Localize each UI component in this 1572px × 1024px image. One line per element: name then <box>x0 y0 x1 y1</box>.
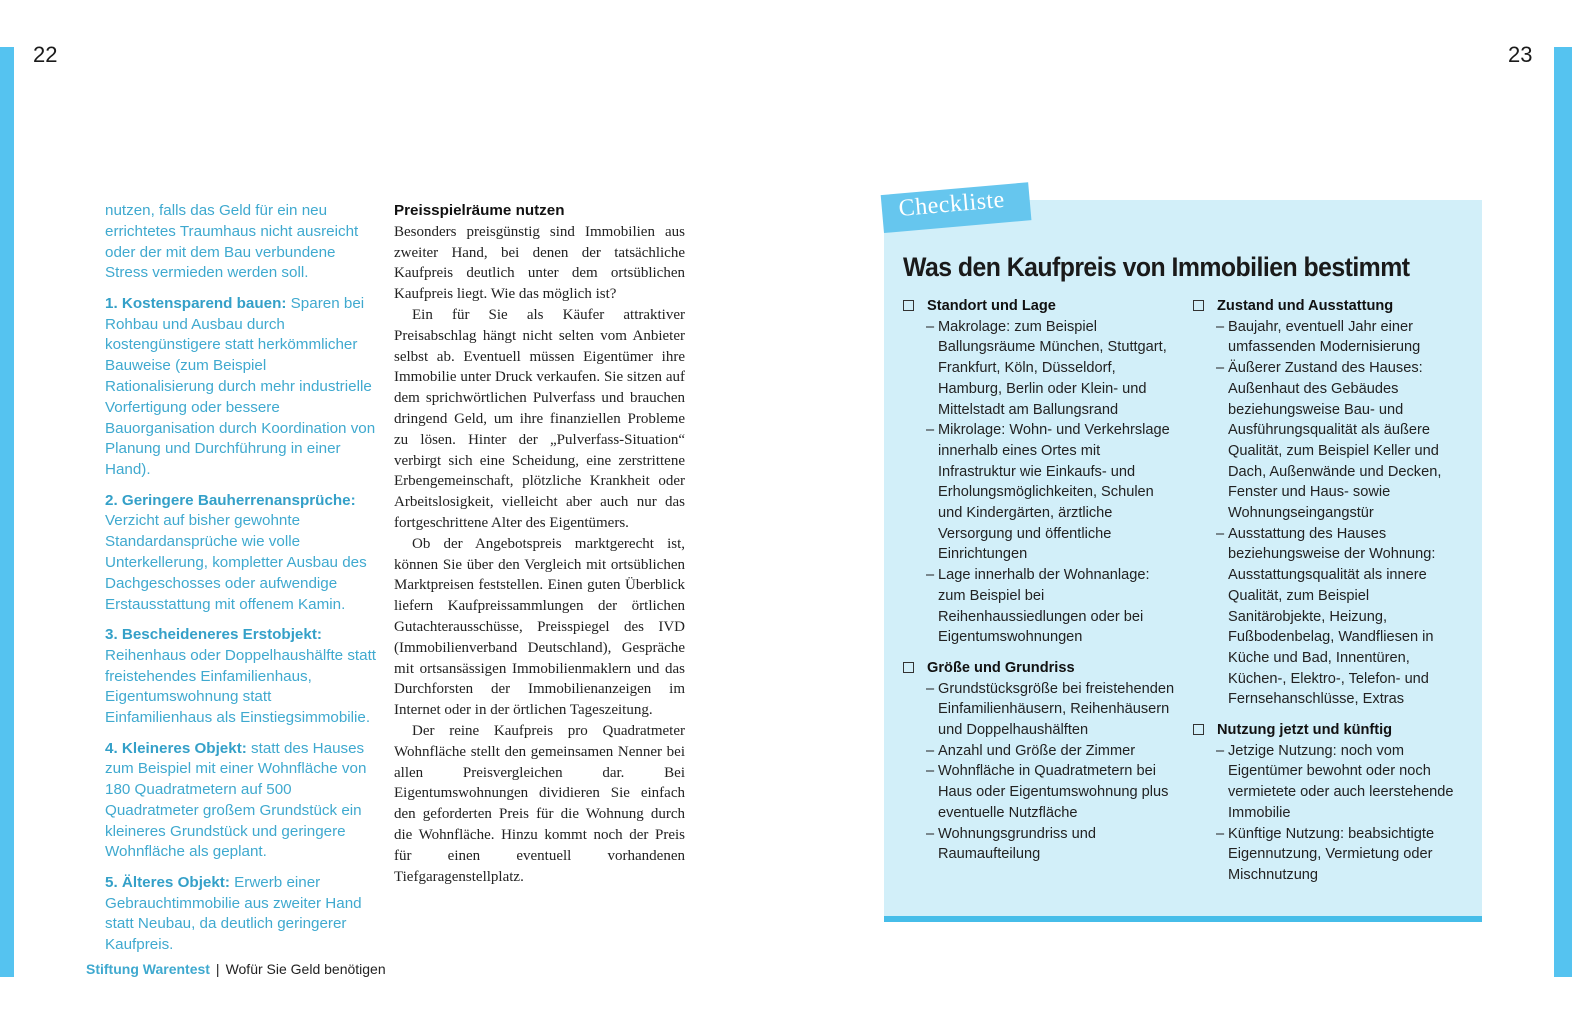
tip-text: Erwerb einer Gebrauchtimmobilie aus zweiter Hand statt Neubau, da deutlich geringerer Kaufpreis. <box>105 873 362 954</box>
dash-bullet: – <box>1216 825 1225 842</box>
body-text-column <box>394 201 685 887</box>
footer-brand: Stiftung Warentest <box>86 961 210 977</box>
dash-bullet: – <box>926 825 935 842</box>
checklist-item: – Makrolage: zum Beispiel Ballungsräume München, Stuttgart, Frankfurt, Köln, Düsseldorf, Hamburg, Berlin oder Klein- und Mittelstadt am Ballungsrand <box>926 318 1167 418</box>
checklist-item: – Lage innerhalb der Wohnanlage: zum Beispiel bei Reihenhaussiedlungen oder bei Eigentumswohnungen <box>926 567 1150 646</box>
tip-text: statt des Hauses zum Beispiel mit einer Wohnfläche von 180 Quadratmetern auf 500 Quadratmeter großem Grundstück ein kleineres Grundstück und geringere Wohnfläche als geplant. <box>105 739 367 861</box>
tip-title: 4. Kleineres Objekt: <box>105 739 247 757</box>
checklist-right-column <box>1193 296 1468 896</box>
checkbox-icon[interactable] <box>903 662 914 673</box>
checklist-section-heading: Größe und Grundriss <box>927 659 1075 676</box>
right-page-edge-bar <box>1554 47 1572 977</box>
checklist-item: – Mikrolage: Wohn- und Verkehrslage innerhalb eines Ortes mit Infrastruktur wie Einkaufs- und Erholungsmöglichkeiten, Schulen und Kindergärten, ärztliche Versorgung und öffentliche Einrichtungen <box>926 422 1170 563</box>
dash-bullet: – <box>926 318 935 335</box>
section-heading: Preisspielräume nutzen <box>394 202 565 219</box>
tips-intro: nutzen, falls das Geld für ein neu errichtetes Traumhaus nicht ausreicht oder der mit dem Bau verbundene Stress vermieden werden soll. <box>105 202 359 282</box>
footer-section-title: Wofür Sie Geld benötigen <box>225 961 386 977</box>
checklist-section-heading: Zustand und Ausstattung <box>1217 298 1394 314</box>
tip-item-2 <box>105 491 377 616</box>
checklist-item: – Wohnungsgrundriss und Raumaufteilung <box>926 825 1096 863</box>
tip-title: 2. Geringere Bauherrenansprüche: <box>105 491 356 509</box>
tip-title: 1. Kostensparend bauen: <box>105 294 287 312</box>
dash-bullet: – <box>926 567 935 584</box>
tip-item-1 <box>105 294 377 481</box>
checklist-section-heading: Nutzung jetzt und künftig <box>1217 722 1393 739</box>
left-tips-column <box>105 201 377 966</box>
dash-bullet: – <box>926 680 935 697</box>
checklist-item: – Baujahr, eventuell Jahr einer umfassenden Modernisierung <box>1216 318 1421 356</box>
checklist-section-zustand <box>1193 296 1468 710</box>
checklist-panel-bottom-rule <box>884 916 1482 922</box>
checklist-title: Was den Kaufpreis von Immobilien bestimmt <box>903 252 1410 282</box>
dash-bullet: – <box>926 742 935 759</box>
tip-item-5 <box>105 873 377 956</box>
checkbox-icon[interactable] <box>1193 724 1204 735</box>
dash-bullet: – <box>1216 360 1225 377</box>
checklist-item: – Anzahl und Größe der Zimmer <box>903 741 1178 762</box>
tip-title: 3. Bescheideneres Erstobjekt: <box>105 625 322 643</box>
checklist-item: – Grundstücksgröße bei freistehenden Einfamilienhäusern, Reihenhäusern und Doppelhaushälften <box>926 680 1175 739</box>
checklist-section-groesse <box>903 658 1178 865</box>
checkbox-icon[interactable] <box>1193 300 1204 311</box>
left-page-edge-bar <box>0 47 14 977</box>
dash-bullet: – <box>1216 318 1225 335</box>
checklist-section-standort <box>903 296 1178 648</box>
body-paragraph: Ob der Angebotspreis marktgerecht ist, können Sie über den Vergleich mit ortsüblichen Marktpreisen feststellen. Einen guten Überblick liefern Kaufpreissammlungen der örtlichen Gutachterausschüsse, Preisspiegel des IVD (Immobilienverband Deutschland), Gespräche mit ortsansässigen Immobilienmaklern und das Durchforsten der Immobilienanzeigen im Internet oder in der örtlichen Tageszeitung. <box>394 535 685 719</box>
checklist-item: – Äußerer Zustand des Hauses: Außenhaut des Gebäudes beziehungsweise Bau- und Ausführungsqualität als äußere Qualität, zum Beispiel Keller und Dach, Außenwände und Decken, Fenster und Haus- sowie Wohnungseingangstür <box>1216 360 1442 522</box>
body-paragraph: Besonders preisgünstig sind Immobilien aus zweiter Hand, bei denen der tatsächliche Kaufpreis deutlich unter dem ortsüblichen Kaufpreis liegt. Wie das möglich ist? <box>394 223 685 303</box>
tip-text: Verzicht auf bisher gewohnte Standardansprüche wie volle Unterkellerung, kompletter Ausbau des Dachgeschosses oder aufwendige Erstausstattung mit offenem Kamin. <box>105 512 367 613</box>
dash-bullet: – <box>1216 525 1225 542</box>
checklist-section-nutzung <box>1193 720 1468 886</box>
checklist-section-heading: Standort und Lage <box>927 298 1056 314</box>
tip-text: Reihenhaus oder Doppelhaushälfte statt freistehendes Einfamilienhaus, Eigentumswohnung statt Einfamilienhaus als Einstiegsimmobilie. <box>105 646 377 727</box>
page-number-right: 23 <box>1508 42 1533 67</box>
page-footer <box>86 961 386 977</box>
body-paragraph: Ein für Sie als Käufer attraktiver Preisabschlag hängt nicht selten vom Anbieter selbst ab. Eventuell müssen Eigentümer ihre Immobilie unter Druck verkaufen. Sie sitzen auf dem sprichwörtlichen Pulverfass und brauchen dringend Geld, um ihre finanziellen Probleme zu lösen. Hinter der „Pulverfass-Situation“ verbirgt sich eine Scheidung, eine zerstrittene Erbengemeinschaft, plötzliche Krankheit oder Arbeitslosigkeit, vielleicht aber auch nur das fortgeschrittene Alter des Eigentümers. <box>394 306 685 531</box>
tip-item-4 <box>105 739 377 864</box>
page-number-left: 22 <box>33 42 58 67</box>
checklist-item: – Wohnfläche in Quadratmetern bei Haus oder Eigentumswohnung plus eventuelle Nutzfläche <box>926 763 1169 821</box>
footer-separator: | <box>215 961 220 977</box>
checkbox-icon[interactable] <box>903 300 914 311</box>
checklist-item: – Künftige Nutzung: beabsichtigte Eigennutzung, Vermietung oder Mischnutzung <box>1216 825 1435 883</box>
checklist-item: – Jetzige Nutzung: noch vom Eigentümer bewohnt oder noch vermietete oder auch leerstehende Immobilie <box>1216 742 1454 821</box>
checklist-left-column <box>903 296 1178 875</box>
tip-item-3 <box>105 625 377 729</box>
tip-title: 5. Älteres Objekt: <box>105 873 230 891</box>
checklist-tag-label: Checkliste <box>897 186 1006 223</box>
dash-bullet: – <box>926 763 935 780</box>
dash-bullet: – <box>1216 742 1225 759</box>
dash-bullet: – <box>926 422 935 439</box>
checklist-item: – Ausstattung des Hauses beziehungsweise der Wohnung: Ausstattungsqualität als innere Qualität, zum Beispiel Sanitärobjekte, Heizung, Fußbodenbelag, Wandfliesen in Küche und Bad, Innentüren, Küchen-, Elektro-, Telefon- und Fernsehanschlüsse, Extras <box>1216 525 1436 708</box>
body-paragraph: Der reine Kaufpreis pro Quadratmeter Wohnfläche stellt den gemeinsamen Nenner bei allen Preisvergleichen dar. Bei Eigentumswohnungen dividieren Sie einfach den geforderten Preis für die Wohnung durch die Wohnfläche. Hinzu kommt noch der Preis für einen eventuell vorhandenen Tiefgaragenstellplatz. <box>394 722 685 885</box>
tip-text: Sparen bei Rohbau und Ausbau durch kostengünstigere statt herkömmlicher Bauweise (zum Beispiel Rationalisierung durch mehr industrielle Vorfertigung oder bessere Bauorganisation durch Koordination von Planung und Durchführung in einer Hand). <box>105 294 376 479</box>
